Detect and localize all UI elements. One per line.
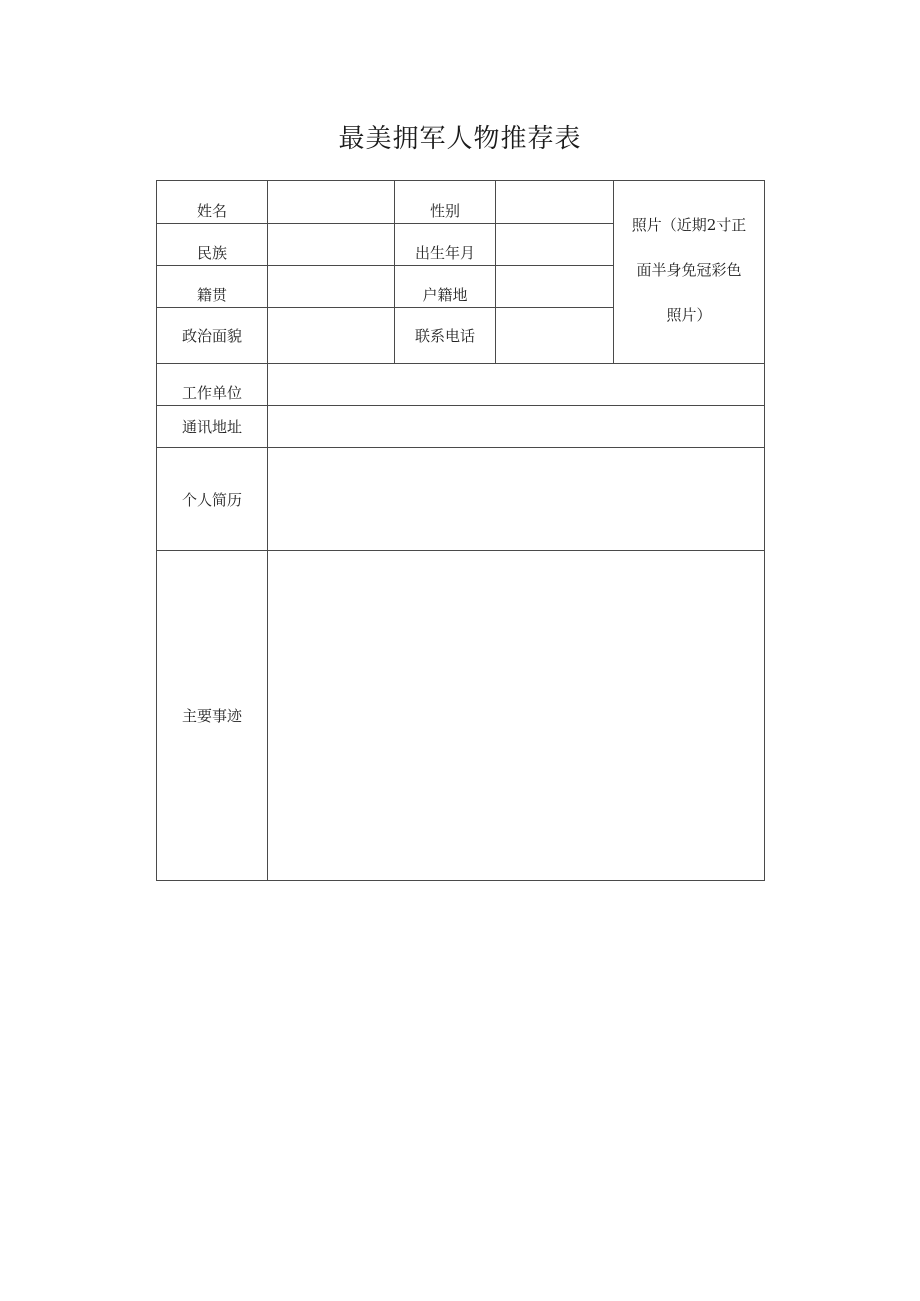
phone-field[interactable] bbox=[496, 308, 614, 364]
table-row bbox=[157, 181, 765, 224]
ethnicity-label: 民族 bbox=[157, 224, 268, 266]
photo-placeholder[interactable] bbox=[614, 181, 765, 364]
table-row bbox=[157, 364, 765, 406]
table-row bbox=[157, 448, 765, 551]
recommendation-form-table bbox=[156, 180, 765, 881]
birth-label: 出生年月 bbox=[395, 224, 496, 266]
resume-label: 个人简历 bbox=[157, 448, 268, 551]
gender-label: 性别 bbox=[395, 181, 496, 224]
ethnicity-field[interactable] bbox=[268, 224, 395, 266]
household-field[interactable] bbox=[496, 266, 614, 308]
workplace-label: 工作单位 bbox=[157, 364, 268, 406]
deeds-label: 主要事迹 bbox=[157, 551, 268, 881]
photo-note-line2: 面半身免冠彩色 bbox=[636, 261, 742, 279]
workplace-field[interactable] bbox=[268, 364, 765, 406]
photo-note-line1: 照片（近期2寸正 bbox=[631, 216, 747, 234]
native-place-field[interactable] bbox=[268, 266, 395, 308]
phone-label: 联系电话 bbox=[395, 308, 496, 364]
resume-field[interactable] bbox=[268, 448, 765, 551]
deeds-field[interactable] bbox=[268, 551, 765, 881]
table-row bbox=[157, 551, 765, 881]
gender-field[interactable] bbox=[496, 181, 614, 224]
native-place-label: 籍贯 bbox=[157, 266, 268, 308]
political-label: 政治面貌 bbox=[157, 308, 268, 364]
address-label: 通讯地址 bbox=[157, 406, 268, 448]
birth-field[interactable] bbox=[496, 224, 614, 266]
page-title: 最美拥军人物推荐表 bbox=[338, 124, 582, 154]
name-label: 姓名 bbox=[157, 181, 268, 224]
address-field[interactable] bbox=[268, 406, 765, 448]
political-field[interactable] bbox=[268, 308, 395, 364]
household-label: 户籍地 bbox=[395, 266, 496, 308]
photo-note-line3: 照片） bbox=[666, 306, 712, 324]
table-row bbox=[157, 406, 765, 448]
name-field[interactable] bbox=[268, 181, 395, 224]
